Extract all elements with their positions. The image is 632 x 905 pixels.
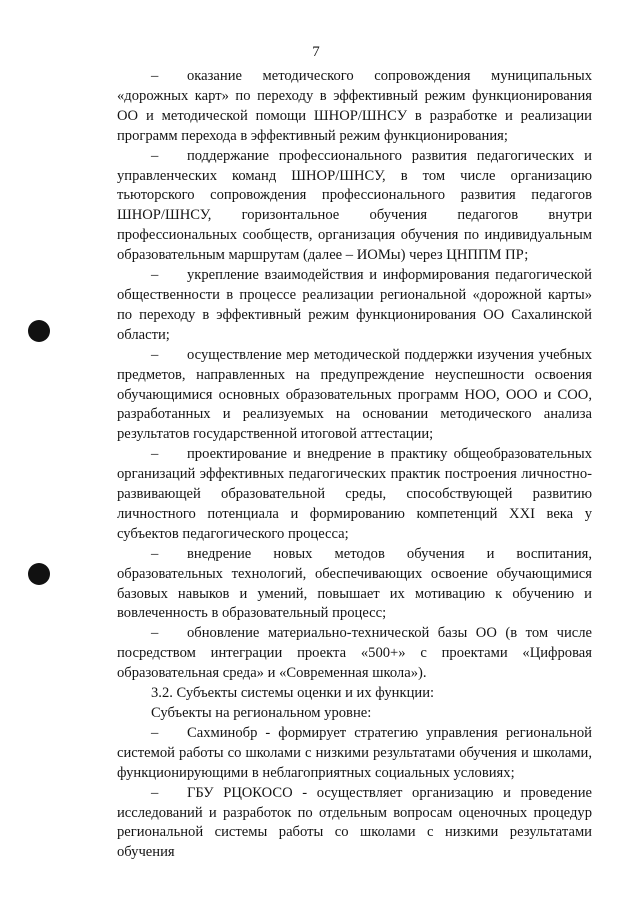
list-dash: – (151, 724, 159, 741)
list-item (117, 67, 592, 147)
list-item (117, 445, 592, 545)
list-item (117, 624, 592, 684)
paragraph-text: обновление материально-технической базы ОО (в том числе посредством интеграции проекта «500+» с проектами «Цифровая образовательная среда» и «Современная школа»). (117, 625, 592, 682)
paragraph-text: оказание методического сопровождения муниципальных «дорожных карт» по переходу в эффективный режим функционирования ОО и методической помощи ШНОР/ШНСУ в разработке и реализации программ перехода в эффективный режим функционирования; (117, 68, 592, 144)
section-heading (117, 684, 592, 704)
paragraph-text: проектирование и внедрение в практику общеобразовательных организаций эффективных педагогических практик построения личностно-развивающей образовательной среды, способствующей развитию личностного потенциала и формированию компетенций XXI века у субъектов педагогического процесса; (117, 446, 592, 542)
document-body (117, 67, 592, 863)
list-dash: – (151, 267, 159, 284)
list-item (117, 724, 592, 784)
paragraph-text: укрепление взаимодействия и информирования педагогической общественности в процессе реализации региональной «дорожной карты» по переходу в эффективный режим функционирования ОО Сахалинской области; (117, 267, 592, 343)
list-dash: – (151, 625, 159, 642)
paragraph-text: осуществление мер методической поддержки изучения учебных предметов, направленных на предупреждение неуспешности освоения обучающимися основных образовательных программ НОО, ООО и СОО, разработанных и реализуемых на основании методического анализа результатов государственной итоговой аттестации; (117, 346, 592, 443)
punch-hole (28, 320, 50, 342)
list-item (117, 545, 592, 625)
list-dash: – (151, 147, 159, 164)
paragraph-text: 3.2. Субъекты системы оценки и их функции: (151, 685, 435, 702)
list-item (117, 147, 592, 266)
paragraph-text: ГБУ РЦОКОСО - осуществляет организацию и проведение исследований и разработок по отдельным вопросам оценочных процедур региональной системы работы со школами с низкими результатами обучения (117, 784, 592, 861)
list-dash: – (151, 446, 159, 463)
list-dash: – (151, 545, 159, 562)
list-dash: – (151, 784, 159, 801)
paragraph-text: поддержание профессионального развития педагогических и управленческих команд ШНОР/ШНСУ, в том числе организацию тьюторского сопровождения профессионального развития педагогов ШНОР/ШНСУ, горизонтальное обучения педагогов внутри профессиональных сообществ, организация обучения по индивидуальным образовательным маршрутам (далее – ИОМы) через ЦНППМ ПР; (117, 147, 592, 264)
paragraph-text: Сахминобр - формирует стратегию управления региональной системой работы со школами с низкими результатами обучения и школами, функционирующими в неблагоприятных социальных условиях; (117, 724, 592, 781)
punch-hole (28, 563, 50, 585)
list-item (117, 346, 592, 446)
subsection-heading (117, 704, 592, 724)
list-dash: – (151, 346, 159, 363)
list-dash: – (151, 68, 159, 84)
list-item (117, 784, 592, 864)
page-number: 7 (312, 44, 320, 60)
paragraph-text: Субъекты на региональном уровне: (151, 705, 372, 721)
paragraph-text: внедрение новых методов обучения и воспитания, образовательных технологий, обеспечивающих освоение обучающимися базовых навыков и умений, повышает их мотивацию к обучению и вовлеченность в образовательный процесс; (117, 545, 592, 622)
list-item (117, 266, 592, 346)
